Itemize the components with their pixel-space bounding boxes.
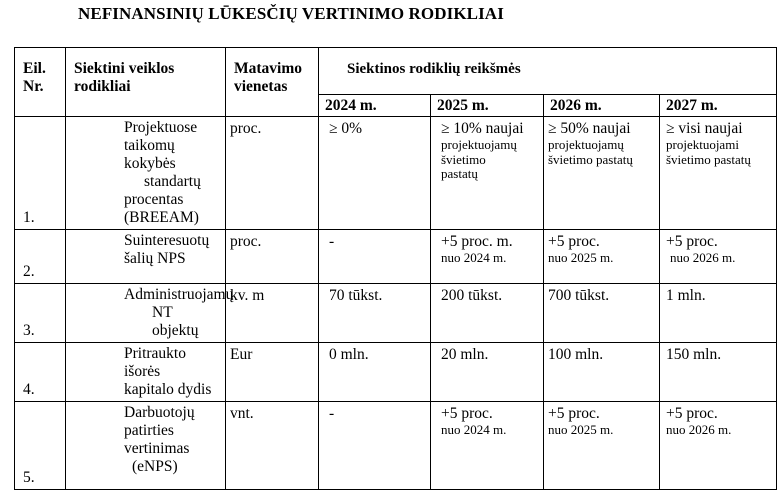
value-cell (544, 343, 660, 402)
value-cell (660, 117, 777, 230)
unit-cell: proc. (226, 117, 319, 230)
header-indicators (66, 48, 226, 117)
indicator-name (66, 284, 234, 343)
value-line: švietimo pastatų (548, 151, 633, 167)
value-cell (544, 284, 660, 343)
value-line: +5 proc. (548, 233, 600, 250)
value-line: ≥ 50% naujai (548, 120, 631, 137)
table-row (15, 117, 777, 230)
value-line: +5 proc. (548, 405, 600, 422)
value-cell (431, 284, 544, 343)
unit-cell: proc. (226, 230, 319, 284)
value-line: nuo 2025 m. (548, 250, 614, 265)
header-unit-line: Matavimo (234, 60, 303, 77)
value-line: nuo 2025 m. (548, 422, 614, 437)
value-line: nuo 2026 m. (670, 250, 736, 265)
value-cell (431, 402, 544, 490)
unit-cell: vnt. (226, 402, 319, 490)
value-line: 100 mln. (548, 346, 604, 363)
value-line: nuo 2024 m. (441, 250, 507, 265)
table-row (15, 343, 777, 402)
indicator-line: Pritraukto išorės (124, 345, 186, 380)
value-line: 150 mln. (666, 346, 722, 363)
indicator-line: standartų (144, 173, 201, 190)
value-line: 0 mln. (329, 346, 369, 363)
header-no-line: Eil. (23, 60, 46, 77)
indicator-line: šalių NPS (124, 250, 186, 267)
value-line: ≥ 0% (329, 120, 363, 137)
indicator-line: (BREEAM) (124, 209, 199, 226)
value-line: nuo 2024 m. (441, 422, 507, 437)
indicator-line: NT objektų (152, 304, 199, 339)
header-unit (226, 48, 319, 117)
value-cell (319, 402, 431, 490)
year-header: 2025 m. (431, 95, 544, 117)
value-line: pastatų (441, 166, 478, 181)
value-line: +5 proc. m. (441, 233, 513, 250)
year-header: 2027 m. (660, 95, 777, 117)
value-line: 20 mln. (441, 346, 489, 363)
indicator-line: Projektuose (124, 119, 198, 136)
value-cell (544, 117, 660, 230)
value-cell (319, 117, 431, 230)
header-indicators-line: Siektini veiklos (74, 60, 175, 77)
table-row (15, 402, 777, 490)
value-line: 200 tūkst. (441, 287, 503, 304)
value-cell (431, 230, 544, 284)
indicators-table (14, 47, 777, 490)
value-cell (544, 402, 660, 490)
unit-cell: Eur (226, 343, 319, 402)
value-line: 1 mln. (666, 287, 706, 304)
value-cell (319, 343, 431, 402)
value-line: +5 proc. (441, 405, 493, 422)
table-row (15, 284, 777, 343)
indicator-name (66, 230, 226, 284)
indicator-name (66, 402, 226, 490)
value-line: 70 tūkst. (329, 287, 383, 304)
header-row (15, 48, 777, 95)
indicator-name (66, 117, 226, 230)
page-title: NEFINANSINIŲ LŪKESČIŲ VERTINIMO RODIKLIAI (78, 4, 504, 23)
value-cell (431, 117, 544, 230)
value-line: projektuojamų (441, 137, 517, 152)
row-number: 5. (15, 402, 66, 490)
value-cell (544, 230, 660, 284)
header-no (15, 48, 66, 117)
header-no-line: Nr. (23, 78, 44, 95)
header-unit-line: vienetas (234, 78, 288, 95)
row-number: 1. (15, 117, 66, 230)
indicator-line: Darbuotojų (124, 404, 195, 421)
value-line: projektuojamų (548, 137, 624, 152)
value-line: +5 proc. (666, 233, 718, 250)
indicator-line: Suinteresuotų (124, 232, 210, 249)
value-cell (431, 343, 544, 402)
value-cell (660, 284, 777, 343)
header-targets: Siektinos rodiklių reikšmės (319, 48, 777, 95)
row-number: 2. (15, 230, 66, 284)
value-line: 700 tūkst. (548, 287, 610, 304)
value-line: ≥ 10% naujai (441, 120, 524, 137)
unit-cell: kv. m (226, 284, 319, 343)
value-line: +5 proc. (666, 405, 718, 422)
indicator-line: taikomų kokybės (124, 137, 176, 172)
value-line: - (329, 405, 335, 422)
value-line: - (329, 233, 335, 250)
indicator-line: procentas (124, 191, 184, 208)
value-line: ≥ visi naujai (666, 120, 743, 137)
table-row (15, 230, 777, 284)
indicator-line: vertinimas (124, 440, 190, 457)
indicator-line: kapitalo dydis (124, 381, 212, 398)
value-cell (319, 230, 431, 284)
value-line: projektuojami (666, 137, 739, 152)
indicator-line: patirties (124, 422, 174, 439)
row-number: 3. (15, 284, 66, 343)
value-line: švietimo pastatų (666, 151, 751, 167)
year-header: 2024 m. (319, 95, 431, 117)
value-cell (319, 284, 431, 343)
value-cell (660, 343, 777, 402)
indicator-line: Administruojamų (124, 286, 234, 303)
year-header: 2026 m. (544, 95, 660, 117)
value-line: nuo 2026 m. (666, 422, 732, 437)
value-cell (660, 230, 777, 284)
value-cell (660, 402, 777, 490)
value-line: švietimo (441, 151, 486, 167)
header-indicators-line: rodikliai (74, 78, 131, 95)
indicator-line: (eNPS) (132, 458, 178, 475)
indicator-name (66, 343, 226, 402)
row-number: 4. (15, 343, 66, 402)
